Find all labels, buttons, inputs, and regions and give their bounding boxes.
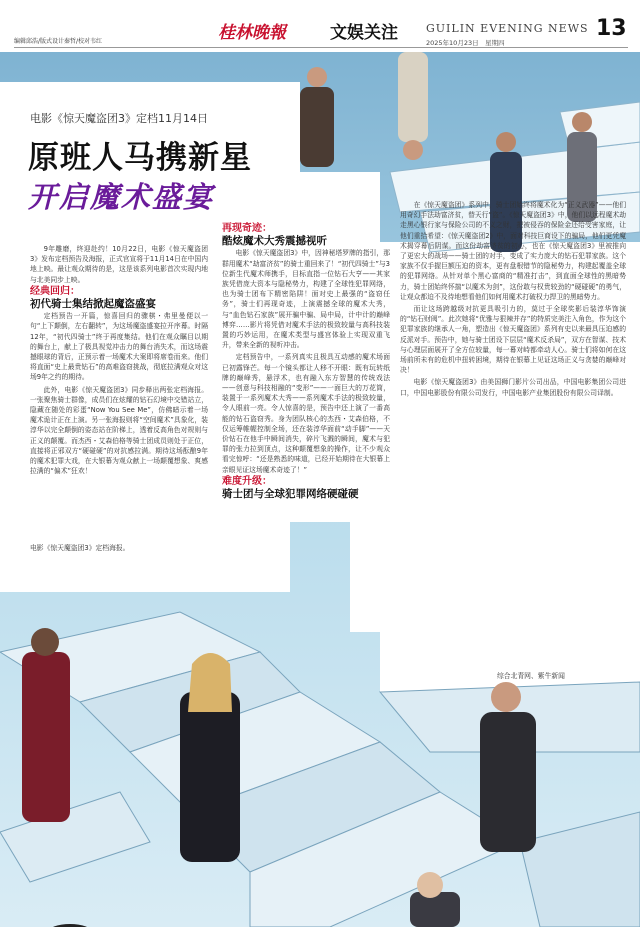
section1-paragraph: 此外，电影《惊天魔盗团3》同步释出两张定档海报。一张聚焦骑士群像，成员们在炫耀的钻石幻境中交错站立，隐藏在随处的彩蛋“Now You See Me”，仿佛暗示着一场魔术诡计正在上演。另一张海报则将“空间魔术”具象化，装淳华以完全颠倒的姿态站在阶梯上，透着反高角色对规则与正义的颠覆。而杰西・艾森伯格等骑士团成员则处于正位，直接将正邪双方“硬碰硬”的对抗感拉满。期待这场酝酿9年的魔术犯罪大戏，在大银幕为观众献上一场颠覆想象、爽感拉满的“偏术”狂欢！ [30,385,208,476]
column-1 [30,244,208,478]
issue-date: 2025年10月23日 星期四 [426,39,505,47]
poster-caption: 电影《惊天魔盗团3》定档海报。 [30,544,130,552]
section3-paragraph: 而让这场跨越级对抗更具吸引力的，莫过于全球奖影后装淳华饰演的“钻石财阀”。此次她将“优雅与狠辣并存”的特质完美注入角色，作为这个犯罪家族的继承人一角，塑造出《惊天魔盗团》系列有史以来最具压迫感的反派对手。预告中，她与骑士团设下层层“魔术反杀局”，双方在智谋、技术与心理层面展开了全方位较量，每一幕对峙都牵动人心。骑士们将如何在这场前所未有的危机中扭转困境，期待在银幕上见证这场正义与贪婪的巅峰对决！ [400,305,626,375]
section2-title: 酷炫魔术大秀震撼视听 [222,235,327,248]
section1-paragraph: 定档预告一开篇，惊喜回归的骤棋・弗里曼便以一句“上下颠倒，左右翻转”，为这场魔盗盛宴拉开序幕。时隔12年，“初代四骑士”终于再度集结。他们在观众瞩目以期的舞台上，献上了极具视觉冲击力的舞台消失术，而这场震撼眼球的背后，正预示着一场魔术大案即将席卷而来。他们将直面“史上最贵钻石”的高难盗窃挑战，彻底拉满观众对这场9年之约的期待。 [30,312,208,382]
section2-paragraph: 定档预告中，一系列真实且极具互动感的魔术场面已初露锋芒。每一个镜头都让人移不开眼：既有玩转纸牌的巅峰秀，悬浮术，也有融入东方智慧的传统戏法——创意与科技相融的“变形”——一面巨大的万花筒，装置于一系列魔术大秀——系列魔术手法的极致较量，令人眼前一亮。令人惊喜的是，预告中还上演了一番高能的钻石盗窃秀。身为团队核心的杰西・艾森伯格，不仅运筹帷幄控制全场，还在装淳华面前“动手脚”——天价钻石在他手中瞬间消失，碎片飞溅的瞬间，魔术与犯罪的张力拉到顶点，这种颠覆想象的操作，让不少观众看完惊呼：“还是熟悉的味道，已经开始期待在大银幕上亲眼见证这场魔术奇迹了！” [222,353,390,474]
publication-logo-brand: 桂林晚報 [218,23,286,43]
headline-line-1: 原班人马携新星 [28,140,252,176]
page-header [0,0,640,52]
column-2 [222,224,390,501]
section3-paragraph: 电影《惊天魔盗团3》由美国狮门影片公司出品，中国电影集团公司进口，中国电影股份有限公司发行，中国电影产业集团股份有限公司译制。 [400,378,626,397]
header-divider [14,47,628,48]
headline-line-2: 开启魔术盛宴 [28,180,215,214]
section3-title: 骑士团与全球犯罪网络硬碰硬 [222,488,359,501]
editor-credits: 编辑邱浩/版式设计秦哲/校对韦红 [14,38,103,45]
section3-label: 难度升级： [222,475,272,487]
source-byline: 综合北青网、紫牛新闻 [497,672,565,680]
publication-english-name: GUILIN EVENING NEWS [426,22,589,35]
intro-paragraph: 9年雕磨，终迎赴约！10月22日，电影《惊天魔盗团3》发布定档预告及海报，正式官宣将于11月14日在中国内地上映。最让观众期待的是，这是该系列电影首次实现内地与北美同步上映。 [30,245,208,284]
section3-paragraph: 在《惊天魔盗团》系列中，骑士团始终将魔术化为“正义武器”——他们用奇幻手法劫富济贫，替天行“盗”。《惊天魔盗团3》中，他们以远程魔术劫走黑心银行家与保险公司的不义之财，把被侵吞的保险金还给受害家庭，让他们重拾希望：《惊天魔盗团2》中，面对科技巨商设下的骗局，他们更凭魔术揭穿幕后阴谋。而这份劫富济贫的初心，也在《惊天魔盗团3》里被推向了更宏大的战场——骑士团的对手，变成了实力庞大的钻石犯罪家族。这个家族不仅手握巨额压迫的资本，更有盘根错节的隐秘势力，构建起覆盖全球的犯罪网络。从针对单个黑心富商的“精准打击”，到直面全球性的黑暗势力，骑士团始终怀揣“以魔术为剑”，这份敢与权贵较劲的“硬碰硬”的勇气，让观众都迫不及待地想看他们如何用魔术打破权力捍卫的黑暗势力。 [400,201,626,301]
article-kicker: 电影《惊天魔盗团3》定档11月14日 [30,112,208,125]
page-number: 13 [596,16,627,41]
section1-label: 经典回归： [30,285,80,297]
section2-paragraph: 电影《惊天魔盗团3》中，因神秘塔罗牌的指引，那群用魔术“劫富济贫”的骑士重回来了！“初代四骑士”与3位新生代魔术师携手，目标直指一位钻石大亨——其家族凭借庞大资本与隐秘势力，构建了全球性犯罪网络，也为骑士团布下精密陷阱！面对史上最强的“盗窃任务”，骑士们再现奇迹，上演震撼全球的魔术大秀，与“血色钻石家族”展开骗中骗、局中局，计中计的巅峰博弈……影片将凭借对魔术手法的极致较量与高科技装置的巧妙运用，在魔术类型与盛宫体验上实现双重飞升，带来全新的视听冲击。 [222,249,390,350]
section2-label: 再现奇迹： [222,223,272,234]
column-3 [400,200,626,400]
section-name: 文娱关注 [330,23,398,43]
section1-title: 初代骑士集结掀起魔盗盛宴 [30,298,156,311]
